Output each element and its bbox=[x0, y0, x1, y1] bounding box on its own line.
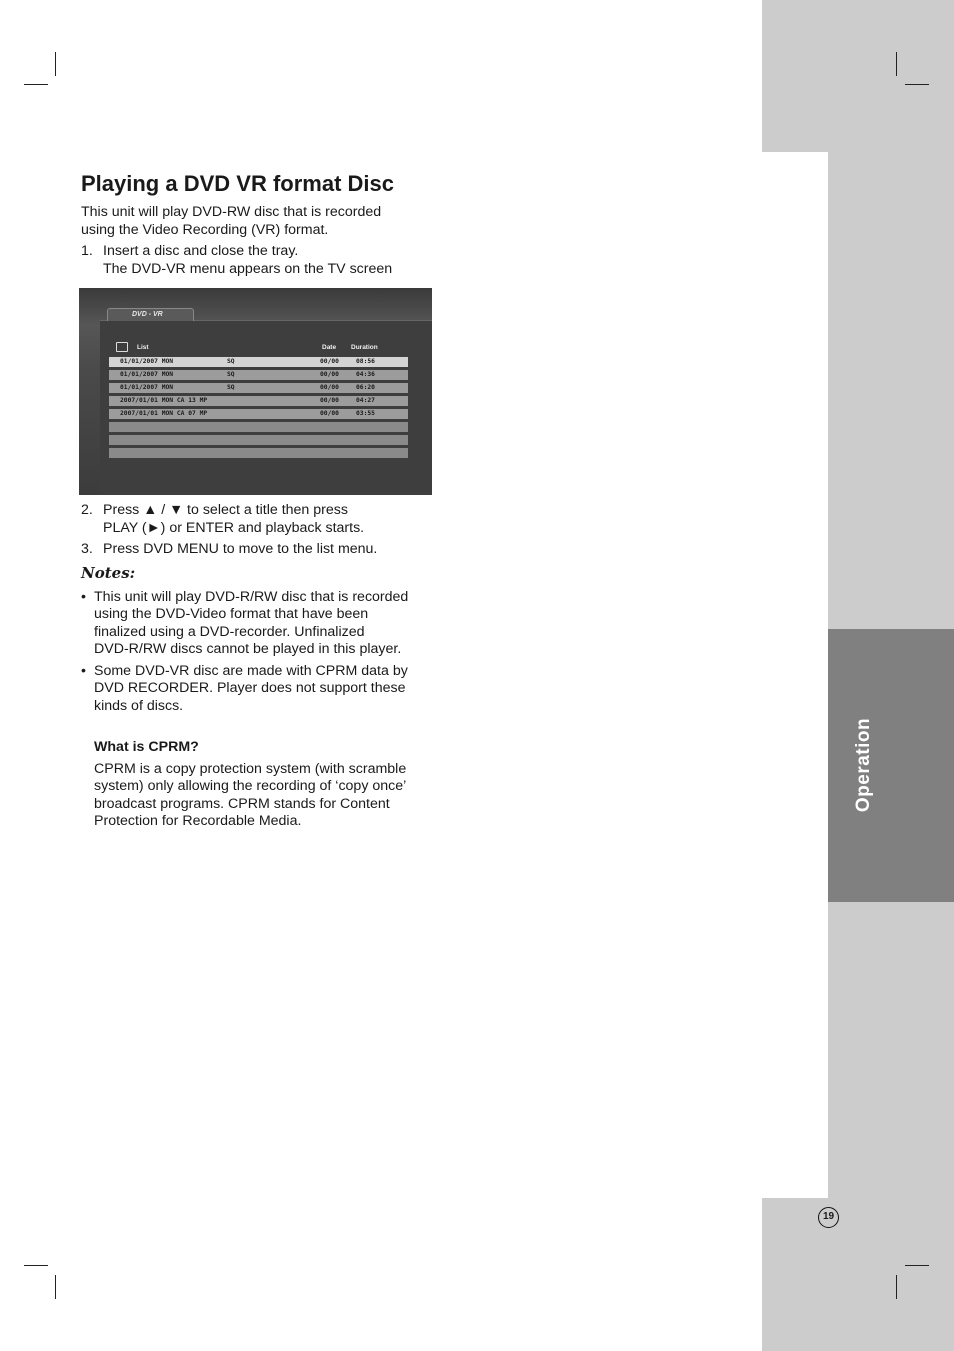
empty-row bbox=[109, 435, 408, 445]
title-name: 01/01/2007 MON bbox=[120, 358, 174, 365]
note-line: finalized using a DVD-recorder. Unfinalized bbox=[94, 623, 365, 640]
menu-panel bbox=[100, 320, 432, 495]
page-number: 19 bbox=[818, 1207, 839, 1228]
side-band-bottom bbox=[762, 1198, 954, 1351]
title-duration: 08:56 bbox=[356, 358, 375, 365]
title-row[interactable] bbox=[109, 357, 408, 367]
step-number: 2. bbox=[81, 502, 93, 518]
title-row[interactable] bbox=[109, 370, 408, 380]
crop-mark bbox=[24, 84, 48, 85]
step-number: 1. bbox=[81, 243, 93, 259]
date-label: Date bbox=[322, 344, 337, 351]
cprm-line: broadcast programs. CPRM stands for Content bbox=[94, 795, 390, 812]
side-band-top bbox=[762, 0, 954, 152]
bullet-icon: • bbox=[81, 663, 86, 679]
cprm-line: CPRM is a copy protection system (with scramble bbox=[94, 761, 407, 777]
title-quality: SQ bbox=[227, 384, 235, 391]
note-line: DVD RECORDER. Player does not support these bbox=[94, 680, 406, 697]
title-date: 00/00 bbox=[320, 371, 339, 378]
title-name: 2007/01/01 MON CA 13 MP bbox=[120, 397, 208, 404]
crop-mark bbox=[896, 52, 897, 76]
cprm-text bbox=[94, 761, 434, 830]
note-line: using the DVD-Video format that have been bbox=[94, 606, 369, 623]
crop-mark bbox=[24, 1265, 48, 1266]
note-line: Some DVD-VR disc are made with CPRM data by bbox=[94, 663, 408, 679]
title-duration: 04:27 bbox=[356, 397, 375, 404]
intro-line: using the Video Recording (VR) format. bbox=[81, 222, 329, 238]
title-duration: 04:36 bbox=[356, 371, 375, 378]
title-date: 00/00 bbox=[320, 410, 339, 417]
page-title: Playing a DVD VR format Disc bbox=[81, 171, 394, 196]
bullet-icon: • bbox=[81, 589, 86, 605]
crop-mark bbox=[55, 52, 56, 76]
dvd-vr-tab: DVD - VR bbox=[107, 308, 194, 321]
empty-row bbox=[109, 448, 408, 458]
note-line: DVD-R/RW discs cannot be played in this player. bbox=[94, 640, 402, 657]
note-line: This unit will play DVD-R/RW disc that is recorded bbox=[94, 589, 409, 605]
title-row[interactable] bbox=[109, 409, 408, 419]
step-text: PLAY (►) or ENTER and playback starts. bbox=[103, 520, 365, 536]
duration-label: Duration bbox=[351, 344, 378, 351]
step-text: Press DVD MENU to move to the list menu. bbox=[103, 541, 378, 557]
list-label: List bbox=[137, 344, 149, 351]
title-quality: SQ bbox=[227, 371, 235, 378]
empty-row bbox=[109, 422, 408, 432]
dvd-vr-menu-screenshot bbox=[79, 288, 432, 495]
title-duration: 06:20 bbox=[356, 384, 375, 391]
title-row[interactable] bbox=[109, 396, 408, 406]
title-date: 00/00 bbox=[320, 397, 339, 404]
crop-mark bbox=[905, 84, 929, 85]
step-text: Press ▲ / ▼ to select a title then press bbox=[103, 502, 348, 518]
section-tab bbox=[828, 629, 954, 902]
title-name: 01/01/2007 MON bbox=[120, 371, 174, 378]
title-duration: 03:55 bbox=[356, 410, 375, 417]
step-text: The DVD-VR menu appears on the TV screen bbox=[103, 261, 393, 277]
section-tab-label: Operation bbox=[853, 717, 874, 813]
title-date: 00/00 bbox=[320, 384, 339, 391]
step-number: 3. bbox=[81, 541, 93, 557]
notes-heading: Notes: bbox=[81, 564, 136, 582]
crop-mark bbox=[896, 1275, 897, 1299]
title-name: 2007/01/01 MON CA 07 MP bbox=[120, 410, 208, 417]
crop-mark bbox=[905, 1265, 929, 1266]
list-icon bbox=[116, 342, 128, 352]
title-date: 00/00 bbox=[320, 358, 339, 365]
title-name: 01/01/2007 MON bbox=[120, 384, 174, 391]
title-row[interactable] bbox=[109, 383, 408, 393]
note-line: kinds of discs. bbox=[94, 697, 184, 714]
cprm-line: Protection for Recordable Media. bbox=[94, 812, 302, 829]
step-text: Insert a disc and close the tray. bbox=[103, 243, 299, 259]
cprm-line: system) only allowing the recording of ‘copy once’ bbox=[94, 778, 407, 795]
intro-line: This unit will play DVD-RW disc that is recorded bbox=[81, 204, 382, 220]
title-quality: SQ bbox=[227, 358, 235, 365]
crop-mark bbox=[55, 1275, 56, 1299]
cprm-heading: What is CPRM? bbox=[94, 739, 199, 755]
